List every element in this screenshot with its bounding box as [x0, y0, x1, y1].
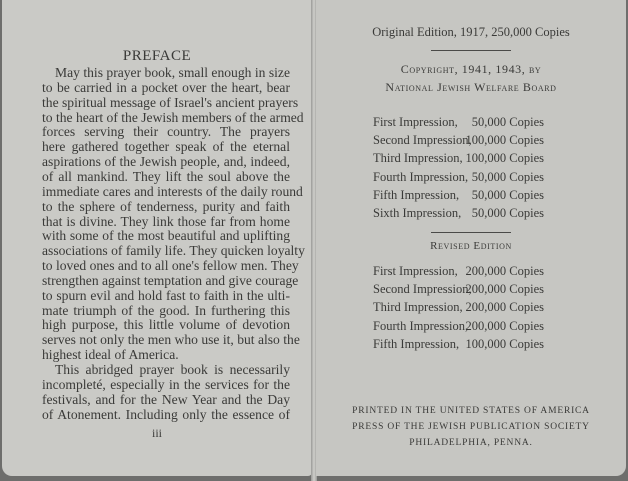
preface-heading: PREFACE	[122, 48, 192, 64]
preface-line: to the heart of the Jewish members of the armed	[42, 109, 304, 125]
impression-copies: 50,000 Copies	[471, 115, 544, 129]
impression-label: Fifth Impression,	[373, 336, 460, 351]
impression-label: Fourth Impression,	[373, 318, 469, 333]
footer-line: PRESS OF THE JEWISH PUBLICATION SOCIETY	[352, 422, 590, 432]
impression-label: Second Impression,	[373, 133, 472, 148]
divider	[431, 232, 511, 233]
preface-line: to the sphere of tenderness, purity and faith	[42, 198, 290, 214]
preface-line: with some of the most beautiful and uplifting	[42, 228, 290, 244]
left-page-preface	[2, 0, 312, 476]
preface-line: high purpose, this little volume of devotion	[42, 317, 290, 333]
preface-line: incompleté, especially in the services for the	[42, 376, 290, 392]
preface-line: here gathered together speak of the eternal	[42, 139, 290, 155]
preface-line: serves not only the men who use it, but also the	[42, 332, 300, 348]
impression-copies: 200,000 Copies	[465, 318, 544, 333]
impression-copies: 50,000 Copies	[471, 187, 544, 202]
preface-line: mate triumph of the good. In furthering this	[42, 302, 290, 318]
divider	[431, 50, 511, 51]
preface-line: the spiritual message of Israel's ancient prayers	[42, 94, 299, 110]
impression-copies: 200,000 Copies	[465, 264, 544, 278]
impression-copies: 50,000 Copies	[471, 206, 544, 220]
impression-copies: 50,000 Copies	[471, 169, 544, 184]
impression-label: Third Impression,	[373, 300, 463, 315]
impression-copies: 100,000 Copies	[465, 151, 544, 166]
preface-line: forces serving their country. The prayers	[42, 124, 290, 140]
impression-label: Sixth Impression,	[373, 206, 462, 220]
footer-line: PHILADELPHIA, PENNA.	[409, 438, 533, 448]
impression-label: Second Impression,	[373, 282, 472, 297]
page-number: iii	[151, 426, 162, 440]
preface-line: to be carried in a pocket over the heart, bear	[42, 79, 290, 95]
footer-line: PRINTED IN THE UNITED STATES OF AMERICA	[352, 406, 590, 416]
preface-line: of Atonement. Including only the essence of	[42, 406, 290, 422]
impression-label: Third Impression,	[373, 151, 463, 166]
preface-line: May this prayer book, small enough in size	[55, 65, 290, 80]
preface-line: associations of family life. They quicken loyalty	[42, 243, 305, 259]
revised-edition-heading: Revised Edition	[430, 240, 512, 252]
publisher: National Jewish Welfare Board	[385, 80, 557, 94]
preface-line: immediate cares and interests of the daily round	[42, 183, 303, 199]
right-page-copyright	[316, 0, 626, 476]
impression-label: Fifth Impression,	[373, 187, 460, 202]
preface-line: strengthen against temptation and give courage	[42, 272, 299, 288]
preface-line: to spurn evil and hold fast to faith in the ulti-	[42, 287, 290, 303]
impression-label: First Impression,	[373, 115, 458, 129]
impression-copies: 100,000 Copies	[465, 133, 544, 148]
original-edition: Original Edition, 1917, 250,000 Copies	[372, 25, 570, 39]
impression-copies: 200,000 Copies	[465, 300, 544, 315]
impression-label: Fourth Impression,	[373, 169, 469, 184]
copyright-line: Copyright, 1941, 1943, by	[400, 62, 542, 76]
preface-line: of all mankind. They lift the soul above the	[42, 168, 290, 184]
preface-line: to loved ones and to all one's fellow men. They	[42, 258, 299, 274]
preface-line: highest ideal of America.	[42, 347, 179, 363]
impression-copies: 100,000 Copies	[465, 336, 544, 351]
preface-line: This abridged prayer book is necessarily	[55, 362, 290, 377]
impression-copies: 200,000 Copies	[465, 282, 544, 297]
preface-line: festivals, and for the New Year and the Day	[42, 391, 290, 407]
preface-line: aspirations of the Jewish people, and, indeed,	[42, 154, 290, 170]
impression-label: First Impression,	[373, 264, 458, 278]
preface-line: that is divine. They link those far from home	[42, 213, 290, 229]
